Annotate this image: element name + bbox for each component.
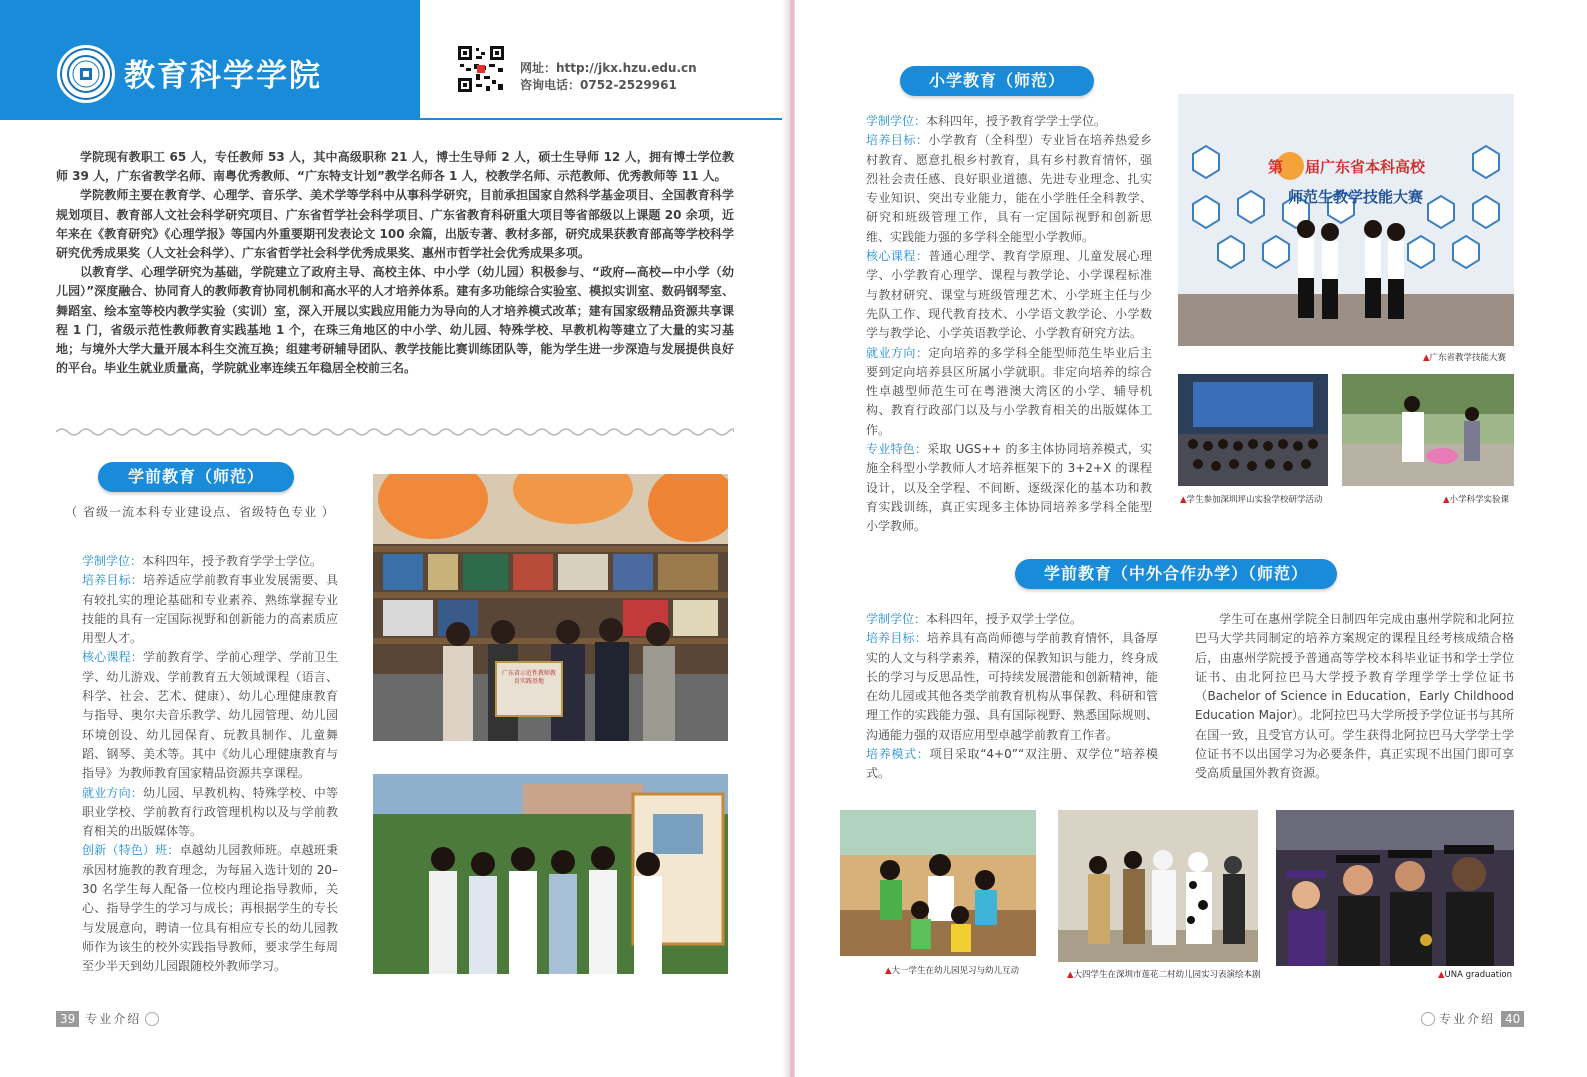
item-key: 学制学位： xyxy=(82,554,143,568)
intro-paragraph: 学院现有教职工 65 人，专任教师 53 人，其中高级职称 21 人，博士生导师 2 人，硕士生导师 12 人，拥有博士学位教师 39 人，广东省教学名师、南粤优秀教师、“广东特支计划”教学名师各 1 人，校教学名师、示范教师、优秀教师等 11 人。 xyxy=(56,150,734,184)
item-text: 本科四年，授予教育学学士学位。 xyxy=(926,114,1107,128)
photo-teaching-contest xyxy=(1178,94,1514,346)
item-text: 小学教育（全科型）专业旨在培养热爱乡村教育、愿意扎根乡村教育，具有乡村教育情怀，强烈社会责任感、良好职业道德、先进专业理念、扎实专业知识、突出专业能力，能在小学胜任全科教学、研究和班级管理工作，具有一定国际视野和创新思维、实践能力强的多学科全能型小学教师。 xyxy=(866,133,1152,244)
item-text: 本科四年，授予教育学学士学位。 xyxy=(142,554,323,568)
item-key: 就业方向： xyxy=(82,785,143,800)
page-number-left xyxy=(56,1010,163,1027)
caption-text: 广东省教学技能大赛 xyxy=(1429,353,1507,363)
page-number-right xyxy=(1417,1010,1524,1027)
caption-grad xyxy=(1438,970,1512,980)
photo-library-group xyxy=(373,474,728,741)
item-text: 普通心理学、教育学原理、儿童发展心理学、小学教育心理学、课程与教学论、小学课程标准与教材研究、课堂与班级管理艺术、小学班主任与少先队工作、现代教育技术、小学语文教学论、小学数学与教学论、小学英语教学论、小学教育研究方法。 xyxy=(866,249,1152,341)
flower-icon xyxy=(1421,1012,1435,1026)
item-key: 学制学位： xyxy=(866,612,927,626)
item-text: 幼儿园、早教机构、特殊学校、中等职业学校、学前教育行政管理机构以及与学前教育相关的出版媒体等。 xyxy=(82,785,338,839)
caption-visit xyxy=(1180,493,1323,505)
page-label: 专业介绍 xyxy=(1439,1012,1496,1026)
item-text: 本科四年，授予双学士学位。 xyxy=(926,612,1083,626)
section-title-preschool: 学前教育（师范） xyxy=(98,462,294,492)
item-text: 培养具有高尚师德与学前教育情怀，具备厚实的人文与科学素养，精深的保教知识与能力，终身成长的学习与反思品性，可持续发展潜能和创新精神，能在幼儿园或其他各类学前教育机构从事保教、科研和管理工作的实践能力强、具有国际视野、熟悉国际规则、沟通能力强的双语应用型卓越学前教育工作者。 xyxy=(866,631,1158,742)
caption-text: UNA graduation xyxy=(1444,970,1513,980)
flower-icon xyxy=(145,1012,159,1026)
primary-details xyxy=(840,112,1152,537)
intro-paragraph: 以教育学、心理学研究为基础，学院建立了政府主导、高校主体、中小学（幼儿园）积极参与、“政府—高校—中小学（幼儿园）”深度融合、协同育人的教师教育协同机制和高水平的人才培养体系。建有多功能综合实验室、模拟实训室、数码钢琴室、舞蹈室、绘本室等校内教学实验（实训）室，深入开展以实践应用能力为导向的人才培养模式改革；建有国家级精品资源共享课程 1 门，省级示范性教师教育实践基地 1 个，在珠三角地区的中小学、幼儿园、特殊学校、早教机构等建立了大量的实习基地；与境外大学大量开展本科生交流互换；组建考研辅导团队、教学技能比赛训练团队等，能为学生进一步深造与发展提供良好的平台。毕业生就业质量高，学院就业率连续五年稳居全校前三名。 xyxy=(56,265,734,376)
item-text: 定向培养的多学科全能型师范生毕业后主要到定向培养县区所属小学就职。非定向培养的综合性卓越型师范生可在粤港澳大湾区的小学、辅导机构、教育行政部门以及与小学教育相关的出版媒体工作。 xyxy=(866,345,1152,437)
item-key: 培养目标： xyxy=(82,573,143,588)
page-number: 39 xyxy=(56,1011,79,1027)
university-logo-icon xyxy=(57,45,115,103)
caption-text: 小学科学实验课 xyxy=(1449,495,1510,505)
banner-line-2: 师范生教学技能大赛 xyxy=(1288,188,1424,206)
caption-drama xyxy=(1067,968,1261,980)
item-key: 就业方向： xyxy=(866,345,929,360)
photo-study-visit xyxy=(1178,374,1328,486)
caption-marker-icon: ▲ xyxy=(1180,495,1187,505)
page-label: 专业介绍 xyxy=(85,1012,142,1026)
intro-text xyxy=(56,148,734,378)
plaque-text: 广东省示范性教师教育实践基地 xyxy=(501,670,556,685)
photo-students-outdoor xyxy=(373,774,728,974)
coop-details xyxy=(840,610,1158,784)
banner-line-1b: 届广东省本科高校 xyxy=(1305,158,1426,176)
section-title-primary: 小学教育（师范） xyxy=(900,66,1094,96)
caption-marker-icon: ▲ xyxy=(885,966,892,976)
item-key: 培养目标： xyxy=(866,133,929,148)
item-key: 创新（特色）班： xyxy=(82,843,180,858)
item-text: 项目采取“4+0”“双注册、双学位”培养模式。 xyxy=(866,747,1158,781)
left-page xyxy=(0,0,790,1077)
website-text: 网址：http://jkx.hzu.edu.cn xyxy=(520,61,697,75)
caption-contest xyxy=(1423,351,1506,363)
caption-science xyxy=(1443,493,1509,505)
caption-text: 大一学生在幼儿园见习与幼儿互动 xyxy=(891,966,1020,976)
section-title-coop: 学前教育（中外合作办学）（师范） xyxy=(1015,559,1337,589)
item-text: 卓越幼儿园教师班。卓越班秉承因材施教的教育理念，为每届入选计划的 20–30 名学生每人配备一位校内理论指导教师，关心、指导学生的学习与成长；再根据学生的专长与发展意向，聘请一位具有相应专长的幼儿园教师作为该生的校外实践指导教师，要求学生每周至少半天到幼儿园跟随校外教师学习。 xyxy=(82,843,338,974)
item-key: 核心课程： xyxy=(82,650,143,665)
item-key: 核心课程： xyxy=(866,249,929,264)
preschool-details xyxy=(56,552,338,977)
item-text: 培养适应学前教育事业发展需要、具有较扎实的理论基础和专业素养、熟练掌握专业技能的具有一定国际视野和创新能力的高素质应用型人才。 xyxy=(82,573,338,646)
caption-text: 学生参加深圳坪山实验学校研学活动 xyxy=(1186,495,1323,505)
contact-info xyxy=(520,60,697,94)
caption-marker-icon: ▲ xyxy=(1423,353,1430,363)
item-key: 专业特色： xyxy=(866,442,928,457)
coop-degree-text: 学生可在惠州学院全日制四年完成由惠州学院和北阿拉巴马大学共同制定的培养方案规定的课程且经考核成绩合格后，由惠州学院授予普通高等学校本科毕业证书和学士学位证书、由北阿拉巴马大学授予教育学理学学士学位证书（Bachelor of Science in Education，Early Childhood Education Major）。北阿拉巴马大学所授予学位证书与其所在国一致，且受官方认可。学生获得北阿拉巴马大学学士学位证书不以出国学习为必要条件，真正实现不出国门即可享受高质量国外教育资源。 xyxy=(1195,612,1514,781)
caption-kids xyxy=(885,964,1019,976)
phone-text: 咨询电话：0752-2529961 xyxy=(520,78,677,92)
qr-code-icon xyxy=(456,44,506,94)
caption-marker-icon: ▲ xyxy=(1443,495,1450,505)
photo-una-graduation xyxy=(1276,810,1514,966)
banner-line-1 xyxy=(1268,156,1425,177)
header-divider xyxy=(0,118,790,120)
item-key: 培养目标： xyxy=(866,631,927,646)
caption-marker-icon: ▲ xyxy=(1067,970,1074,980)
wave-divider xyxy=(56,425,734,439)
photo-picture-book-drama xyxy=(1058,810,1258,962)
item-key: 学制学位： xyxy=(866,114,927,128)
preschool-subtitle: （ 省级一流本科专业建设点、省级特色专业 ） xyxy=(65,505,335,519)
caption-text: 大四学生在深圳市莲花二村幼儿园实习表演绘本剧 xyxy=(1073,970,1261,980)
right-page xyxy=(795,0,1587,1077)
banner-line-1a: 第 xyxy=(1268,158,1284,176)
item-text: 学前教育学、学前心理学、学前卫生学、幼儿游戏、学前教育五大领域课程（语言、科学、社会、艺术、健康）、幼儿心理健康教育与指导、奥尔夫音乐教学、幼儿园管理、幼儿园环境创设、幼儿园保育、玩教具制作、儿童舞蹈、钢琴、美术等。其中《幼儿心理健康教育与指导》为教师教育国家精品资源共享课程。 xyxy=(82,650,338,781)
intro-paragraph: 学院教师主要在教育学、心理学、音乐学、美术学等学科中从事科学研究，目前承担国家自然科学基金项目、全国教育科学规划项目、教育部人文社会科学研究项目、广东省哲学社会科学项目、广东省教育科研重大项目等省部级以上课题 20 余项，近年来在《教育研究》《心理学报》等国内外重要期刊发表论文 100 余篇，出版专著、教材多部，研究成果获教育部高等学校科学研究优秀成果奖（人文社会科学）、广东省哲学社会科学优秀成果奖、惠州市哲学社会优秀成果多项。 xyxy=(56,188,734,261)
item-key: 培养模式： xyxy=(866,747,930,762)
photo-science-class xyxy=(1342,374,1514,486)
photo-kindergarten-kids xyxy=(840,810,1036,956)
college-title: 教育科学学院 xyxy=(124,58,322,94)
caption-marker-icon: ▲ xyxy=(1438,970,1445,980)
page-number: 40 xyxy=(1501,1011,1524,1027)
item-text: 采取 UGS++ 的多主体协同培养模式，实施全科型小学教师人才培养框架下的 3+2+X 的课程设计，以及全学程、不间断、逐级深化的基本功和教育实践训练，真正实现多主体协同培养多学科全能型小学教师。 xyxy=(866,442,1152,534)
